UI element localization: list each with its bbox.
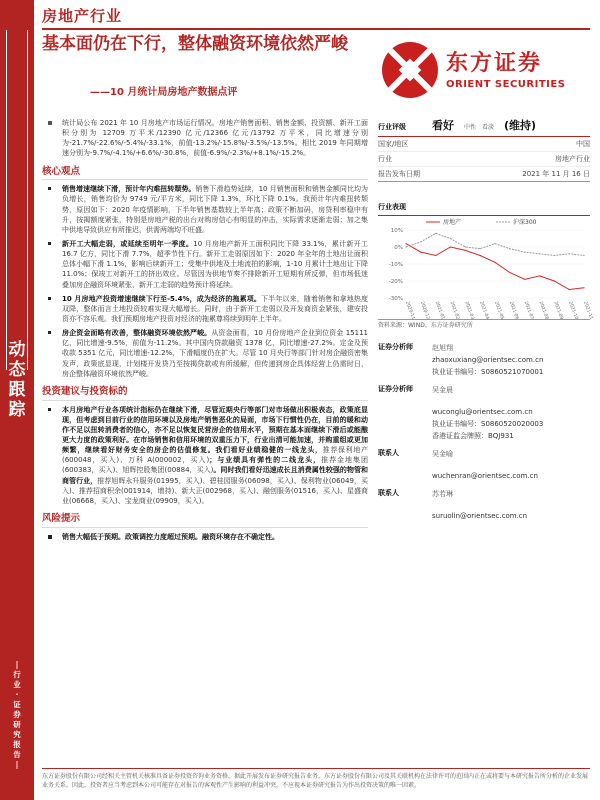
data-point <box>465 249 466 250</box>
right-column <box>378 118 594 528</box>
core-point-lead: 10 月房地产投资增速继续下行至-5.4%，成为经济的拖累项。 <box>62 294 262 303</box>
strip-char: 研 <box>13 720 21 729</box>
core-head: 核心观点 <box>42 165 368 181</box>
data-point <box>539 253 540 254</box>
strip-char: 券 <box>13 710 21 719</box>
data-point <box>539 275 540 276</box>
data-point <box>554 254 555 255</box>
analyst-block <box>378 342 590 378</box>
core-point-lead: 销售增速继续下滑，预计年内难扭转颓势。 <box>62 185 196 194</box>
invest-bold-2: ；与业绩具有弹性的二线龙头， <box>209 456 322 465</box>
strip-char: 业 <box>13 680 21 689</box>
x-tick-label: 2021-02 <box>448 300 460 320</box>
logo-mark-icon <box>382 42 438 98</box>
data-point <box>435 232 436 233</box>
side-strip <box>0 0 34 800</box>
meta-key: 报告发布日期 <box>378 170 420 179</box>
core-point <box>42 294 368 324</box>
meta-value: 2021 年 11 月 16 日 <box>522 170 590 179</box>
footer-disclaimer: 东方证券股份有限公司经相关主管机关核准具备证券投资咨询业务资格，据此开展发布证券研究报告业务。东方证券股份有限公司及其关联机构在法律许可的范围内正在或将要与本研究报告所分析的企业发展业务关系。因此，投资者应当考虑到本公司可能存在对报告的客观性产生影响的利益冲突，不应视本证券研究报告为作出投资决策的唯一因素。 <box>42 773 589 789</box>
data-point <box>450 237 451 238</box>
core-point-text: 10 月房地产新开工面积同比下降 33.1%，累计新开工 16.7 亿方，同比下滑 7.7%，超季节性下行。新开工走弱原因如下：2020 年全年的土地出让面积总体小幅下滑 1.1%，影响后续新开工；受集中供地及土地流拍的影响，1-10 月累计土地出让下降 11.0%；保竣工对新开工的挤出效应。尽管因为供地节奏不排除新开工短期有所反弹，但市场低迷叠加房企融资环境紧张，新开工走弱的趋势预计将延续。 <box>62 240 368 289</box>
analyst-role: 证券分析师 <box>378 385 413 394</box>
orient-logo <box>382 42 594 98</box>
meta-row <box>378 166 590 181</box>
x-tick-label: 2021-10 <box>567 300 579 320</box>
analyst-block <box>378 448 590 482</box>
analyst-block <box>378 384 590 442</box>
invest-norm-0: 推荐旭辉永升服务(01995，买入)、碧桂园服务(06098，买入)、保利物业(06049，买入)、 <box>62 476 368 495</box>
x-tick-label: 2021-08 <box>537 300 549 320</box>
x-tick-label: 2021-09 <box>552 300 564 320</box>
rating-label: 行业评级 <box>378 123 406 131</box>
meta-value: 中国 <box>576 139 590 148</box>
core-point-text: 从资金面看，10 月份房地产企业到位资金 15111 亿，同比增速-9.5%，前值为-11.2%。其中国内贷款融资 1378 亿，同比增速-27.2%。定金及预收款 5351 亿元，同比增速-12.2%，下滑幅度仍在扩大。尽管 10 月央行等部门针对房企融资密集发声，政策底显现，计划楼开发贷乃至按揭贷款或有所缓解，但传递到房企具体经营上仍需时日，房企整体融资环境依然严峻。 <box>62 329 368 378</box>
strip-char: 究 <box>13 730 21 739</box>
invest-head: 投资建议与投资标的 <box>42 385 368 401</box>
strip-char: 踪 <box>8 400 26 420</box>
data-point <box>480 254 481 255</box>
x-tick-label: 2021-03 <box>463 300 475 320</box>
series-line <box>406 243 584 289</box>
data-point <box>494 261 495 262</box>
x-tick-label: 2021-07 <box>522 300 534 320</box>
analyst-role: 证券分析师 <box>378 343 413 352</box>
series-line <box>406 233 584 255</box>
core-point-lead: 房企资金面略有改善，整体融资环境依然严峻。 <box>62 329 212 338</box>
meta-key: 国家/地区 <box>378 139 409 148</box>
strip-char: 态 <box>8 360 26 380</box>
data-point <box>583 287 584 288</box>
perf-chart <box>378 216 594 320</box>
data-point <box>480 248 481 249</box>
x-tick-label: 2021-01 <box>433 300 445 320</box>
main-column <box>42 118 368 542</box>
data-point <box>583 254 584 255</box>
analyst-email[interactable]: wuchenran@orientsec.com.cn <box>432 472 538 481</box>
analyst-email[interactable]: wuconglu@orientsec.com.cn <box>432 408 533 417</box>
strip-char: 报 <box>13 740 21 749</box>
logo-cn: 东方证券 <box>446 51 543 76</box>
core-point-text: 下半年以来，随着销售和拿地热度双降，整体而言土地投资较难实现大幅增长。同时，由于新开工走弱以及开发商资金紧张，建安投资亦不容乐观。我们预期房地产投资对经济的拖累尊将续到明年上半年。 <box>62 294 369 324</box>
meta-row <box>378 151 590 166</box>
analyst-email[interactable]: zhaoxuxiang@orientsec.com.cn <box>432 356 544 365</box>
rating-row <box>378 118 590 137</box>
strip-char: | <box>15 760 19 769</box>
data-point <box>420 251 421 252</box>
analyst-line: 吴金晨 <box>432 386 453 395</box>
core-point-lead: 新开工大幅走弱，或延续至明年一季度。 <box>62 240 194 249</box>
core-point <box>42 328 368 379</box>
invest-paragraph <box>42 405 368 506</box>
y-tick-label: -20% <box>388 278 403 285</box>
chart-source: 资料来源：WIND、东方证券研究所 <box>378 321 473 329</box>
rating-option-neutral: 中性 <box>464 124 477 131</box>
strip-char: 行 <box>13 670 21 679</box>
perf-chart-svg <box>378 216 594 320</box>
invest-bold-3: 。同时我们看好迅速成长且消费属性较强的物管和商管行业， <box>62 466 368 485</box>
x-tick-label: 2020-12 <box>418 300 431 320</box>
meta-block <box>378 137 590 182</box>
analyst-line: 吴金喻 <box>432 450 453 459</box>
x-tick-label: 2021-04 <box>478 300 490 320</box>
data-point <box>465 246 466 247</box>
x-tick-label: 2021-11 <box>582 300 594 320</box>
risk-head: 风险提示 <box>42 512 368 528</box>
analyst-email[interactable]: suruolin@orientsec.com.cn <box>432 512 528 521</box>
analyst-line: 执业证书编号：S0860520020003 <box>432 420 544 429</box>
summary-paragraph: 统计局公布 2021 年 10 月房地产市场运行情况。房地产销售面积、销售金额、投资额、新开工面积分别为 12709 万平米/12390 亿元/12366 亿元/13792 万平米，同比增速分别为-21.7%/-22.6%/-5.4%/-33.1%，前值-13.2%/-15.8%/-3.5%/-13.5%。相比 2019 年同期增速分别为-9.7%/-4.1%/+6.6%/-30.8%，前值-6.9%/-2.3%/+8.1%/-15.2%。 <box>42 118 368 159</box>
industry-label: 房地产行业 <box>42 7 123 25</box>
data-point <box>405 246 406 247</box>
analyst-list <box>378 342 590 522</box>
core-point-text: 销售下滑趋势延续，10 月销售面积和销售金额同比均为负增长，销售均价为 9749 元/平方米，同比下降 1.3%，环比下降 0.1%。我预计年内难扭转颓势，原因如下：2020 年疫情影响，下半年销售基数较上半年高；政策不断加码，房贷利率稳中有升，按揭额度紧张，特别是房地产税的出台对购房信心有明显的冲击，实际需求逐渐走弱；加之集中供地导致供应有所推迟，供需两端均不旺盛。 <box>62 185 368 234</box>
y-tick-label: -10% <box>388 261 403 268</box>
doc-title: 基本面仍在下行，整体融资环境依然严峻 <box>42 34 348 54</box>
core-point <box>42 184 368 235</box>
analyst-role: 联系人 <box>378 489 399 498</box>
analyst-line: 苏若琳 <box>432 490 453 499</box>
y-tick-label: -30% <box>388 295 403 302</box>
x-tick-label: 2020-11 <box>404 300 416 320</box>
data-point <box>435 254 436 255</box>
strip-sub-label <box>0 660 34 770</box>
legend-label: 房地产 <box>443 218 462 226</box>
strip-char: 跟 <box>8 380 26 400</box>
strip-char: 证 <box>13 700 21 709</box>
meta-row <box>378 137 590 151</box>
analyst-line: 赵旭翔 <box>432 344 453 353</box>
data-point <box>509 248 510 249</box>
top-rule <box>42 28 590 30</box>
legend-label: 沪深300 <box>513 218 537 226</box>
data-point <box>524 278 525 279</box>
strip-char: | <box>15 660 19 669</box>
rating-value: 看好 <box>432 119 454 132</box>
data-point <box>524 251 525 252</box>
strip-char: 动 <box>8 340 26 360</box>
analyst-role: 联系人 <box>378 449 399 458</box>
invest-norm-2: 推荐金地集团(600383，买入)、旭辉控股集团(00884，买入) <box>62 456 369 475</box>
data-point <box>420 241 421 242</box>
rating-maintain: (维持) <box>504 119 537 132</box>
invest-norm-1: 推荐保利地产(600048，买入)、万科 A(000002，买入) <box>62 446 369 465</box>
strip-border <box>6 30 28 370</box>
y-tick-label: 10% <box>390 227 403 234</box>
analyst-line: 执业证书编号：S0860521070001 <box>432 368 544 377</box>
risk-item: 销售大幅低于预期。政策调控力度超过预期。融资环境存在不确定性。 <box>42 532 368 542</box>
doc-subtitle: ——10 月统计局房地产数据点评 <box>90 87 238 98</box>
logo-en: ORIENT SECURITIES <box>446 79 566 90</box>
core-point <box>42 239 368 290</box>
data-point <box>494 243 495 244</box>
analyst-block <box>378 488 590 522</box>
footer-rule <box>42 768 590 769</box>
rating-option-negative: 看淡 <box>482 124 495 131</box>
perf-head: 行业表现 <box>378 202 590 215</box>
data-point <box>569 253 570 254</box>
analyst-line: 香港证监会牌照：BQJ931 <box>432 432 514 441</box>
strip-main-label <box>0 340 34 420</box>
meta-key: 行业 <box>378 155 392 164</box>
x-tick-label: 2021-06 <box>507 300 520 320</box>
data-point <box>405 243 406 244</box>
x-tick-label: 2021-05 <box>493 300 505 320</box>
data-point <box>450 246 451 247</box>
y-tick-label: 0% <box>394 244 403 251</box>
meta-value: 房地产行业 <box>555 155 590 164</box>
invest-norm-3: 推荐招商积余(001914，增持)、新大正(002968，买入)、融创服务(01516，买入)、星盛商业(06668，买入)、宝龙商业(09909，买入)。 <box>62 486 368 505</box>
strip-char: 告 <box>13 750 21 759</box>
invest-bold-1: 本月房地产行业各项统计指标仍在继续下滑，尽管近期央行等部门对市场做出积极表态，政策底显现，但考虑到目前行业的信用环境以及房地产销售恶化的局面，市场下行惯性仍在，目前的暖和动作不足以扭转消费者的信心，亦不足以恢复民营房企的信用水平，预期在基本面继续下滑后或能酿更大力度的政策利好。在市场销售和信用环境的双重压力下，行业出清可能加速，并购重组或更加频繁，继续看好财务安全的房企的估值修复。我们看好业绩稳健的一线龙头， <box>62 405 368 455</box>
data-point <box>554 280 555 281</box>
data-point <box>569 288 570 289</box>
data-point <box>509 271 510 272</box>
strip-char: · <box>15 690 19 699</box>
